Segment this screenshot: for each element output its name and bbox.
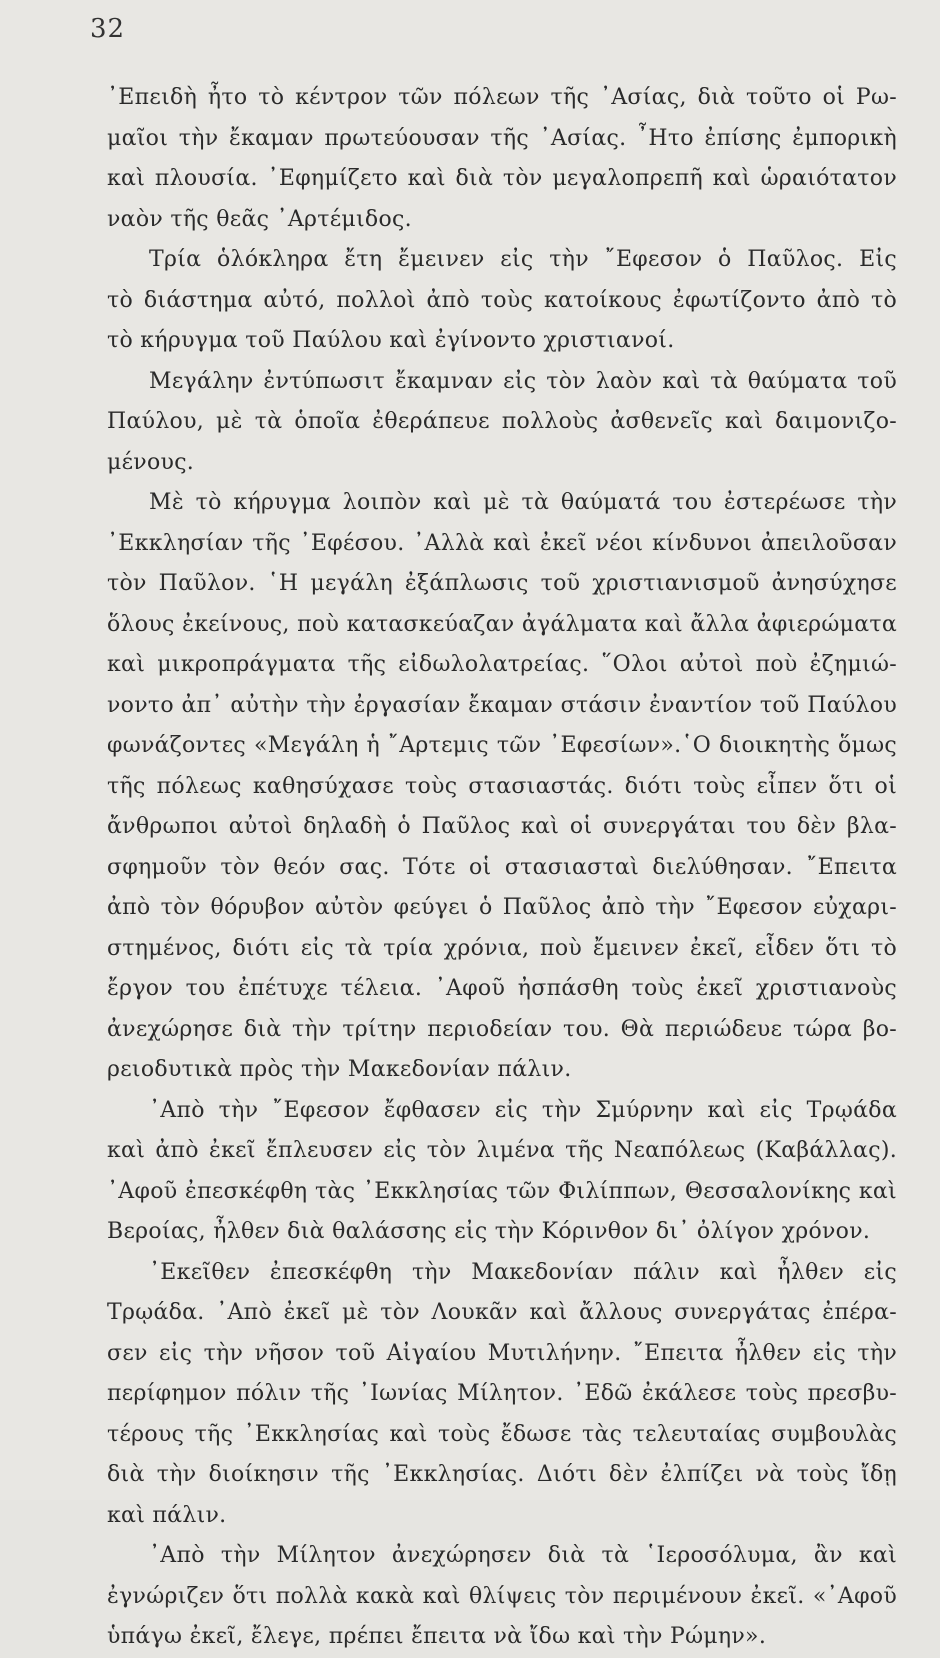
text-line: ἀπὸ τὸν θόρυβον αὐτὸν φεύγει ὁ Παῦλος ἀπὸ τὴν ῎Εφεσον εὐχαρι-: [107, 895, 897, 920]
text-line: Μὲ τὸ κήρυγμα λοιπὸν καὶ μὲ τὰ θαύματά του ἐστερέωσε τὴν: [149, 490, 897, 515]
text-line: ᾿Απὸ τὴν Μίλητον ἀνεχώρησεν διὰ τὰ ῾Ιεροσόλυμα, ἂν καὶ: [149, 1543, 897, 1568]
text-line: καὶ πάλιν.: [107, 1502, 227, 1528]
text-line: Μεγάλην ἐντύπωσιτ ἔκαμναν εἰς τὸν λαὸν καὶ τὰ θαύματα τοῦ: [149, 368, 897, 394]
text-line: περίφημον πόλιν τῆς ᾿Ιωνίας Μίλητον. ᾿Εδῶ ἐκάλεσε τοὺς πρεσβυ-: [107, 1381, 897, 1406]
text-line: ᾿Επειδὴ ἦτο τὸ κέντρον τῶν πόλεων τῆς ᾿Ασίας, διὰ τοῦτο οἱ Ρω-: [107, 85, 897, 110]
paragraph: [107, 1091, 897, 1253]
text-line: ἄνθρωποι αὐτοὶ δηλαδὴ ὁ Παῦλος καὶ οἱ συνεργάται του δὲν βλα-: [107, 814, 897, 839]
text-line: ναὸν τῆς θεᾶς ᾿Αρτέμιδος.: [107, 206, 412, 232]
text-line: ᾿Απὸ τὴν ῎Εφεσον ἔφθασεν εἰς τὴν Σμύρνην καὶ εἰς Τρῳάδα: [149, 1097, 897, 1123]
text-line: ὅλους ἐκείνους, ποὺ κατασκεύαζαν ἀγάλματα καὶ ἄλλα ἀφιερώματα: [107, 611, 897, 637]
text-line: ᾿Εκεῖθεν ἐπεσκέφθη τὴν Μακεδονίαν πάλιν καὶ ἦλθεν εἰς: [149, 1259, 897, 1285]
text-line: τὸ κήρυγμα τοῦ Παύλου καὶ ἐγίνοντο χριστιανοί.: [107, 328, 675, 353]
text-line: φωνάζοντες «Μεγάλη ἡ ῎Αρτεμις τῶν ᾿Εφεσίων».῾Ο διοικητὴς ὅμως: [107, 733, 897, 758]
text-line: Τρῳάδα. ᾿Απὸ ἐκεῖ μὲ τὸν Λουκᾶν καὶ ἄλλους συνεργάτας ἐπέρα-: [107, 1300, 897, 1325]
text-line: καὶ ἀπὸ ἐκεῖ ἔπλευσεν εἰς τὸν λιμένα τῆς Νεαπόλεως (Καβάλλας).: [107, 1138, 897, 1163]
text-line: διὰ τὴν διοίκησιν τῆς ᾿Εκκλησίας. Διότι δὲν ἐλπίζει νὰ τοὺς ἴδῃ: [107, 1462, 897, 1487]
paragraph: [107, 78, 897, 240]
text-line: καὶ πλουσία. ᾿Εφημίζετο καὶ διὰ τὸν μεγαλοπρεπῆ καὶ ὡραιότατον: [107, 166, 897, 191]
page-number: 32: [90, 14, 126, 44]
text-line: σφημοῦν τὸν θεόν σας. Τότε οἱ στασιασταὶ διελύθησαν. ῎Επειτα: [107, 854, 897, 880]
text-line: μαῖοι τὴν ἔκαμαν πρωτεύουσαν τῆς ᾿Ασίας. ῏Ητο ἐπίσης ἐμπορικὴ: [107, 125, 897, 151]
text-line: ᾿Αφοῦ ἐπεσκέφθη τὰς ᾿Εκκλησίας τῶν Φιλίππων, Θεσσαλονίκης καὶ: [107, 1178, 897, 1204]
text-line: τέρους τῆς ᾿Εκκλησίας καὶ τοὺς ἔδωσε τὰς τελευταίας συμβουλὰς: [107, 1421, 897, 1447]
text-line: ᾿Εκκλησίαν τῆς ᾿Εφέσου. ᾿Αλλὰ καὶ ἐκεῖ νέοι κίνδυνοι ἀπειλοῦσαν: [107, 530, 897, 556]
text-line: Βεροίας, ἦλθεν διὰ θαλάσσης εἰς τὴν Κόρινθον δι᾿ ὀλίγον χρόνον.: [107, 1219, 871, 1244]
text-line: τὸν Παῦλον. ῾Η μεγάλη ἐξάπλωσις τοῦ χριστιανισμοῦ ἀνησύχησε: [107, 571, 897, 596]
text-line: Παύλου, μὲ τὰ ὁποῖα ἐθεράπευε πολλοὺς ἀσθενεῖς καὶ δαιμονιζο-: [107, 409, 897, 434]
text-line: σεν εἰς τὴν νῆσον τοῦ Αἰγαίου Μυτιλήνην. ῎Επειτα ἦλθεν εἰς τὴν: [107, 1340, 897, 1366]
text-line: τὸ διάστημα αὐτό, πολλοὶ ἀπὸ τοὺς κατοίκους ἐφωτίζοντο ἀπὸ τὸ: [107, 287, 897, 313]
paragraph: [107, 1536, 897, 1658]
text-line: ἀνεχώρησε διὰ τὴν τρίτην περιοδείαν του. Θὰ περιώδευε τώρα βο-: [107, 1016, 897, 1042]
text-line: τῆς πόλεως καθησύχασε τοὺς στασιαστάς. διότι τοὺς εἶπεν ὅτι οἱ: [107, 773, 897, 799]
text-line: καὶ μικροπράγματα τῆς εἰδωλολατρείας. ῞Ολοι αὐτοὶ ποὺ ἐζημιώ-: [107, 652, 897, 677]
text-line: ρειοδυτικὰ πρὸς τὴν Μακεδονίαν πάλιν.: [107, 1057, 572, 1082]
text-line: ἔργον του ἐπέτυχε τέλεια. ᾿Αφοῦ ἠσπάσθη τοὺς ἐκεῖ χριστιανοὺς: [107, 976, 897, 1001]
text-line: ὑπάγω ἐκεῖ, ἔλεγε, πρέπει ἔπειτα νὰ ἴδω καὶ τὴν Ρώμην».: [107, 1624, 767, 1649]
body-text: [107, 78, 897, 1658]
text-line: Τρία ὁλόκληρα ἔτη ἔμεινεν εἰς τὴν ῎Εφεσον ὁ Παῦλος. Εἰς: [149, 247, 897, 272]
paragraph: [107, 240, 897, 362]
paragraph: [107, 362, 897, 484]
text-line: μένους.: [107, 449, 195, 475]
text-line: στημένος, διότι εἰς τὰ τρία χρόνια, ποὺ ἔμεινεν ἐκεῖ, εἶδεν ὅτι τὸ: [107, 935, 897, 961]
paragraph: [107, 1253, 897, 1537]
text-line: ἐγνώριζεν ὅτι πολλὰ κακὰ καὶ θλίψεις τὸν περιμένουν ἐκεῖ. «᾿Αφοῦ: [107, 1583, 897, 1609]
paragraph: [107, 483, 897, 1091]
text-line: νοντο ἀπ᾿ αὐτὴν τὴν ἐργασίαν ἔκαμαν στάσιν ἐναντίον τοῦ Παύλου: [107, 692, 897, 718]
